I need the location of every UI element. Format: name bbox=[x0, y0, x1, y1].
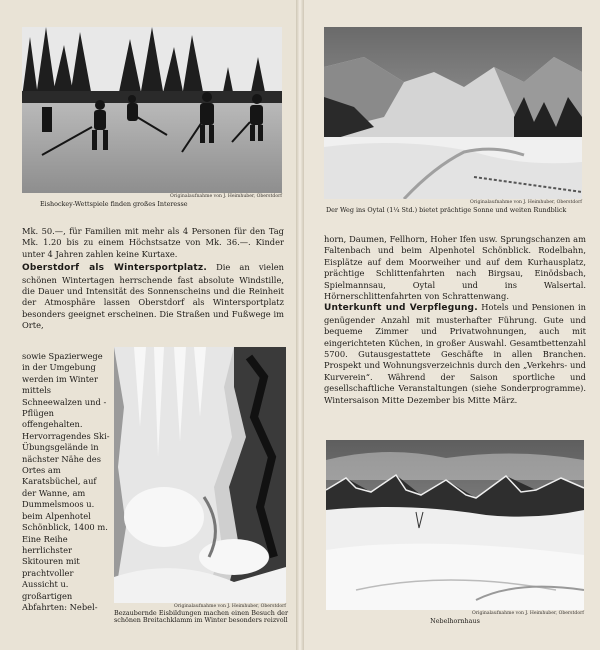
section-heading-lodging: Unterkunft und Verpflegung. bbox=[324, 303, 478, 314]
photo-caption: Der Weg ins Oytal (1¼ Std.) bietet prächtige Sonne und weiten Rundblick bbox=[326, 206, 567, 214]
photo-caption: Bezaubernde Eisbildungen machen einen Besuch der schönen Breitachklamm im Winter besonders reizvoll bbox=[114, 609, 288, 624]
photo-caption: Eishockey-Wettspiele finden großes Interesse bbox=[40, 200, 188, 208]
skitours-paragraph: horn, Daumen, Fellhorn, Hoher Ifen usw. Sprungschanzen am Faltenbach und beim Alpenhotel Schönblick. Rodelbahn, Eisplätze auf dem Moorweiher und auf dem Kurhausplatz, prächtige Schlittenfahrten nach Birgsau, Einödsbach, Spielmannsau, Oytal und ins Walsertal. Hörnerschlittenfahrten von Schrattenwang. bbox=[324, 234, 586, 302]
breitachklamm-ice-photo bbox=[114, 347, 286, 603]
body-text-top bbox=[22, 226, 284, 332]
photo-credit: Originalaufnahme von J. Heimhuber, Oberstdorf bbox=[174, 604, 286, 609]
photo-credit: Originalaufnahme von J. Heimhuber, Oberstdorf bbox=[470, 200, 582, 205]
right-page bbox=[300, 0, 600, 650]
wintersport-text: Die an vielen schönen Wintertagen herrschende fast absolute Windstille, die Dauer und Intensität des Sonnenscheins und die Reinheit der Atmosphäre lassen Oberstdorf als Wintersportplatz besonders geeignet erscheinen. Die Straßen und Fußwege im Orte, bbox=[22, 262, 284, 331]
nebelhornhaus-photo bbox=[326, 440, 584, 610]
lodging-text: Hotels und Pensionen in genügender Anzahl mit musterhafter Führung. Gute und bequeme Zimmer und Privatwohnungen, auch mit eingerichteten Küchen, in großer Auswahl. Gesamtbettenzahl 5700. Gutausgestattete Geschäfte in allen Branchen. Prospekt und Wohnungsverzeichnis durch den „Verkehrs- und Kurverein“. Während der Saison sportliche und gesellschaftliche Veranstaltungen (siehe Sonderprogramme). Wintersaison Mitte Dezember bis Mitte März. bbox=[324, 302, 587, 405]
ice-hockey-photo bbox=[22, 27, 282, 193]
photo-caption: Nebelhornhaus bbox=[430, 617, 480, 625]
wintersport-paragraph bbox=[22, 262, 284, 331]
oytal-path-photo bbox=[324, 27, 582, 199]
photo-credit: Originalaufnahme von J. Heimhuber, Oberstdorf bbox=[170, 194, 282, 199]
kurtaxe-paragraph: Mk. 50.—, für Familien mit mehr als 4 Personen für den Tag Mk. 1.20 bis zu einem Höchstsatze von Mk. 36.—. Kinder unter 4 Jahren zahlen keine Kurtaxe. bbox=[22, 226, 284, 259]
body-text-narrow: sowie Spazierwege in der Umgebung werden im Winter mittels Schneewalzen und -Pflügen offengehalten. Hervorragendes Ski-Übungsgelände in nächster Nähe des Ortes am Karatsbüchel, auf der Wanne, am Dummelsmoos u. beim Alpenhotel Schönblick, 1400 m. Eine Reihe herrlichster Skitouren mit prachtvoller Aussicht u. großartigen Abfahrten: Nebel- bbox=[22, 351, 110, 612]
section-heading-wintersport: Oberstdorf als Wintersportplatz. bbox=[22, 263, 207, 274]
lodging-paragraph bbox=[324, 302, 586, 406]
page-fold bbox=[296, 0, 304, 650]
photo-credit: Originalaufnahme von J. Heimhuber, Oberstdorf bbox=[472, 611, 584, 616]
body-text-right bbox=[324, 234, 586, 406]
